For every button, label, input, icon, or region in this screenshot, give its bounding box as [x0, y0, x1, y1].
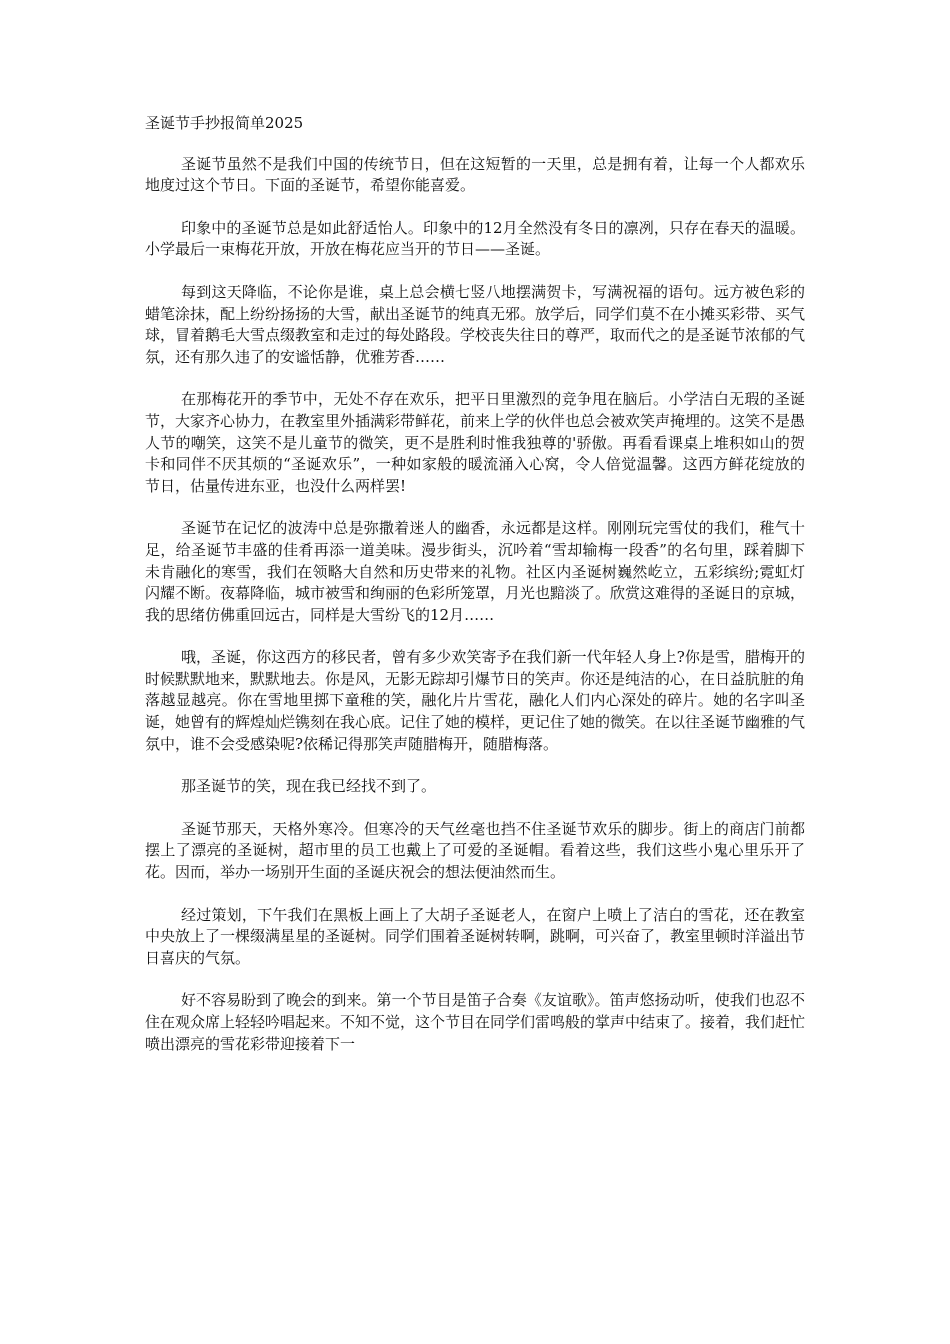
- paragraph-8: 圣诞节那天，天格外寒冷。但寒冷的天气丝毫也挡不住圣诞节欢乐的脚步。街上的商店门前都摆上了漂亮的圣诞树，超市里的员工也戴上了可爱的圣诞帽。看着这些，我们这些小鬼心里乐开了花。因而，举办一场别开生面的圣诞庆祝会的想法便油然而生。: [145, 819, 805, 882]
- paragraph-2: 印象中的圣诞节总是如此舒适怡人。印象中的12月全然没有冬日的凛冽，只存在春天的温暖。小学最后一束梅花开放，开放在梅花应当开的节日——圣诞。: [145, 218, 805, 259]
- paragraph-4: 在那梅花开的季节中，无处不存在欢乐，把平日里激烈的竞争甩在脑后。小学洁白无瑕的圣诞节，大家齐心协力，在教室里外插满彩带鲜花，前来上学的伙伴也总会被欢笑声掩埋的。这笑不是愚人节的嘲笑，这笑不是儿童节的微笑，更不是胜利时惟我独尊的'骄傲。再看看课桌上堆积如山的贺卡和同伴不厌其烦的“圣诞欢乐”，一种如家般的暖流涌入心窝，令人倍觉温馨。这西方鲜花绽放的节日，估量传进东亚，也没什么两样罢!: [145, 390, 806, 495]
- paragraph-1: 圣诞节虽然不是我们中国的传统节日，但在这短暂的一天里，总是拥有着，让每一个人都欢乐地度过这个节日。下面的圣诞节，希望你能喜爱。: [145, 154, 805, 195]
- paragraph-7: 那圣诞节的笑，现在我已经找不到了。: [181, 777, 437, 796]
- paragraph-3: 每到这天降临，不论你是谁，桌上总会横七竖八地摆满贺卡，写满祝福的语句。远方被色彩的蜡笔涂抹，配上纷纷扬扬的大雪，献出圣诞节的纯真无邪。放学后，同学们莫不在小摊买彩带、买气球，冒着鹅毛大雪点缀教室和走过的每处路段。学校丧失往日的尊严，取而代之的是圣诞节浓郁的气氛，还有那久违了的安谧恬静，优雅芳香……: [145, 282, 806, 366]
- paragraph-10: 好不容易盼到了晚会的到来。第一个节目是笛子合奏《友谊歌》。笛声悠扬动听，使我们也忍不住在观众席上轻轻吟唱起来。不知不觉，这个节目在同学们雷鸣般的掌声中结束了。接着，我们赶忙喷出漂亮的雪花彩带迎接着下一: [145, 991, 806, 1053]
- paragraph-6: 哦，圣诞，你这西方的移民者，曾有多少欢笑寄予在我们新一代年轻人身上?你是雪，腊梅开的时候默默地来，默默地去。你是风，无影无踪却引爆节日的笑声。你还是纯洁的心，在日益肮脏的角落越显越亮。你在雪地里掷下童稚的笑，融化片片雪花，融化人们内心深处的碎片。她的名字叫圣诞，她曾有的辉煌灿烂镌刻在我心底。记住了她的模样，更记住了她的微笑。在以往圣诞节幽雅的气氛中，谁不会受感染呢?依稀记得那笑声随腊梅开，随腊梅落。: [145, 648, 806, 753]
- paragraph-5: 圣诞节在记忆的波涛中总是弥撒着迷人的幽香，永远都是这样。刚刚玩完雪仗的我们，稚气十足，给圣诞节丰盛的佳肴再添一道美味。漫步街头，沉吟着“雪却输梅一段香”的名句里，踩着脚下未肯融化的寒雪，我们在领略大自然和历史带来的礼物。社区内圣诞树巍然屹立，五彩缤纷;霓虹灯闪耀不断。夜幕降临，城市被雪和绚丽的色彩所笼罩，月光也黯淡了。欣赏这难得的圣诞日的京城，我的思绪仿佛重回远古，同样是大雪纷飞的12月……: [145, 519, 806, 624]
- paragraph-9: 经过策划，下午我们在黑板上画上了大胡子圣诞老人，在窗户上喷上了洁白的雪花，还在教室中央放上了一棵缀满星星的圣诞树。同学们围着圣诞树转啊，跳啊，可兴奋了，教室里顿时洋溢出节日喜庆的气氛。: [145, 905, 806, 967]
- document-page: [145, 113, 805, 1076]
- document-title: 圣诞节手抄报简单2025: [145, 114, 304, 132]
